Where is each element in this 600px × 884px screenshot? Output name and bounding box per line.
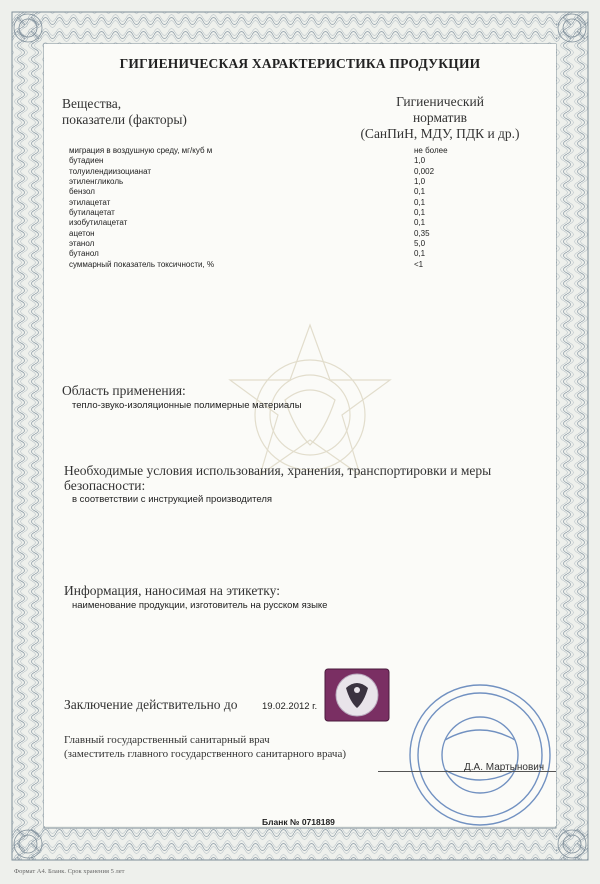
substance-name: этиленгликоль [69,177,124,187]
substances-header: Вещества, показатели (факторы) [62,96,187,127]
substance-name: этилацетат [69,197,111,207]
norm-value: 1,0 [414,156,426,166]
label-info-value: наименование продукции, изготовитель на русском языке [72,600,328,611]
substance-name: этанол [69,239,95,249]
norm-value: 0,35 [414,228,430,238]
norm-value: 0,1 [414,218,426,228]
blank-number: Бланк № 0718189 [262,817,335,827]
document-title: ГИГИЕНИЧЕСКАЯ ХАРАКТЕРИСТИКА ПРОДУКЦИИ [119,56,481,71]
table-row [69,249,449,259]
substance-name: толуилендиизоцианат [69,166,152,176]
substance-name: миграция в воздушную среду, мг/куб м [69,146,213,155]
table-row [69,229,449,239]
norm-value: 0,002 [414,166,435,176]
conditions-label-line1: Необходимые условия использования, хранения, транспортировки и меры [64,463,492,478]
table-row [69,177,449,187]
table-row [69,218,449,228]
norm-value: 5,0 [414,239,426,249]
conditions-label-line2: безопасности: [64,478,146,493]
signer-title-line2: (заместитель главного государственного санитарного врача) [64,748,347,760]
table-row [69,260,449,270]
official-round-stamp-icon [405,680,555,830]
substance-name: суммарный показатель токсичности, % [69,259,215,269]
scope-value: тепло-звуко-изоляционные полимерные материалы [72,400,302,411]
table-row [69,208,449,218]
norm-value: 0,1 [414,249,426,259]
footer-note: Формат А4. Бланк. Срок хранения 5 лет [14,868,125,875]
label-info-label: Информация, наносимая на этикетку: [64,583,280,598]
substance-name: бутанол [69,249,99,259]
signer-title-line1: Главный государственный санитарный врач [64,734,270,746]
substance-name: бензол [69,187,95,197]
norm-value: <1 [414,259,424,269]
substances-table [69,146,449,270]
norm-value: 0,1 [414,187,426,197]
norm-value: 1,0 [414,177,426,187]
hologram-sticker-icon [324,668,390,722]
substance-name: изобутилацетат [69,218,128,228]
norm-header: Гигиенический норматив (СанПиН, МДУ, ПДК и др.) [360,94,520,141]
scope-label: Область применения: [62,383,186,398]
signer-name: Д.А. Мартынович [464,762,545,773]
table-row [69,156,449,166]
substance-name: бутадиен [69,156,104,166]
conditions-value: в соответствии с инструкцией производителя [72,494,273,505]
norm-value: не более [414,146,448,155]
watermark-emblem-icon [215,320,405,520]
validity-date: 19.02.2012 г. [262,701,318,712]
norm-value: 0,1 [414,208,426,218]
table-row [69,239,449,249]
substance-name: бутилацетат [69,208,115,218]
substance-name: ацетон [69,228,95,238]
table-row [69,198,449,208]
table-row [69,187,449,197]
table-row [69,167,449,177]
validity-label: Заключение действительно до [64,697,238,712]
norm-value: 0,1 [414,197,426,207]
table-row [69,146,449,156]
